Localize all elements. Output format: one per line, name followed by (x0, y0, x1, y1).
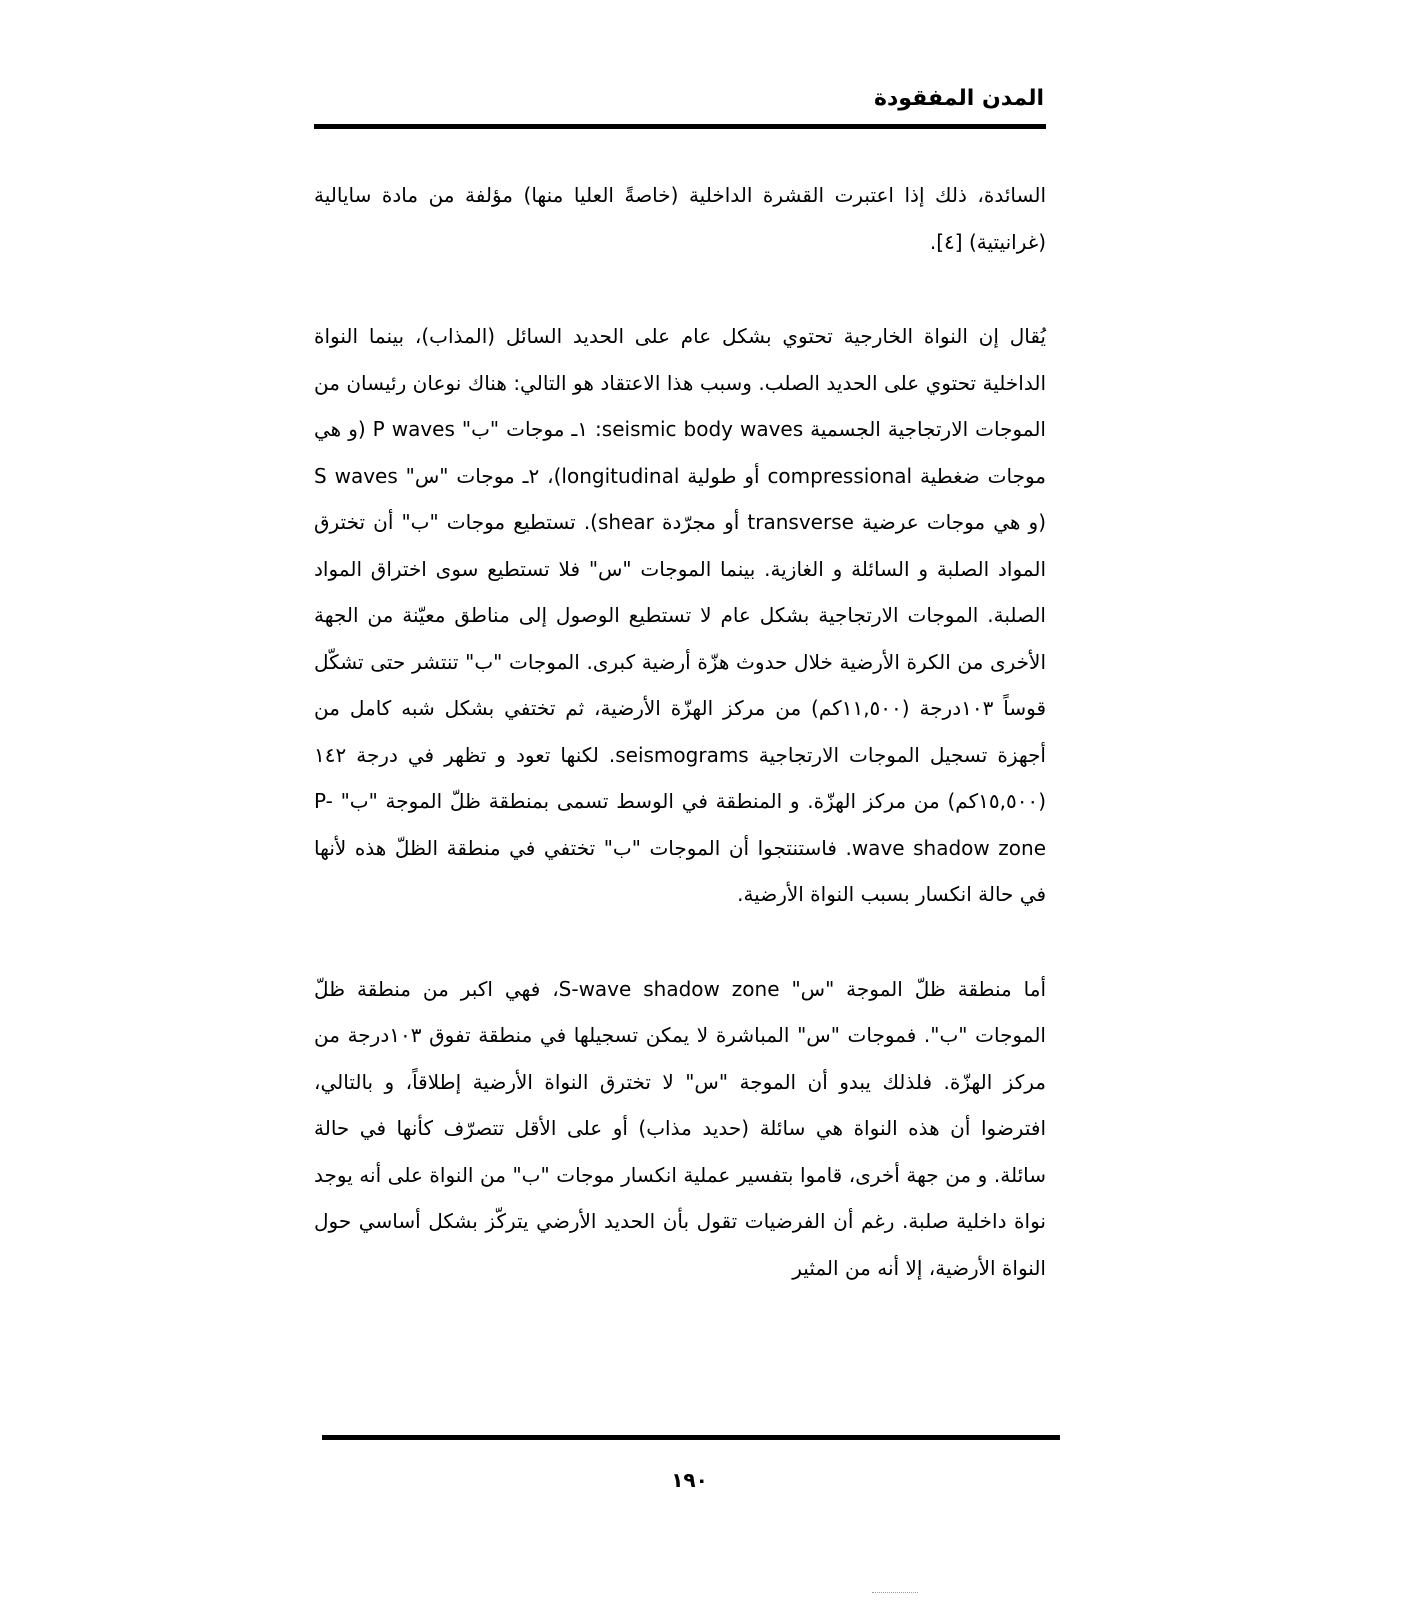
paragraph: أما منطقة ظلّ الموجة "س" S-wave shadow zone، فهي اكبر من منطقة ظلّ الموجات "ب". فموجات "س" المباشرة لا يمكن تسجيلها في منطقة تفوق ١٠٣درجة من مركز الهزّة. فلذلك يبدو أن الموجة "س" لا تخترق النواة الأرضية إطلاقاً، و بالتالي، افترضوا أن هذه النواة هي سائلة (حديد مذاب) أو على الأقل تتصرّف كأنها في حالة سائلة. و من جهة أخرى، قاموا بتفسير عملية انكسار موجات "ب" من النواة على أنه يوجد نواة داخلية صلبة. رغم أن الفرضيات تقول بأن الحديد الأرضي يتركّز بشكل أساسي حول النواة الأرضية، إلا أنه من المثير (314, 976, 1046, 1280)
scan-artifact (872, 1592, 918, 1594)
header-rule (314, 124, 1046, 129)
running-title: المدن المفقودة (874, 86, 1044, 111)
page-number: ١٩٠ (671, 1468, 708, 1492)
paragraph: السائدة، ذلك إذا اعتبرت القشرة الداخلية (خاصةً العليا منها) مؤلفة من مادة سايالية (غرانيتية) [٤]. (314, 183, 1046, 254)
footer-rule (322, 1435, 1060, 1440)
body-text (314, 172, 1046, 1291)
paragraph: يُقال إن النواة الخارجية تحتوي بشكل عام على الحديد السائل (المذاب)، بينما النواة الداخلية تحتوي على الحديد الصلب. وسبب هذا الاعتقاد هو التالي: هناك نوعان رئيسان من الموجات الارتجاجية الجسمية seismic body waves: ١ـ موجات "ب" P waves (و هي موجات ضغطية compressional أو طولية longitudinal)، ٢ـ موجات "س" S waves (و هي موجات عرضية transverse أو مجرّدة shear). تستطيع موجات "ب" أن تخترق المواد الصلبة و السائلة و الغازية. بينما الموجات "س" فلا تستطيع سوى اختراق المواد الصلبة. الموجات الارتجاجية بشكل عام لا تستطيع الوصول إلى مناطق معيّنة من الجهة الأخرى من الكرة الأرضية خلال حدوث هزّة أرضية كبرى. الموجات "ب" تنتشر حتى تشكّل قوساً ١٠٣درجة (١١,٥٠٠كم) من مركز الهزّة الأرضية، ثم تختفي بشكل شبه كامل من أجهزة تسجيل الموجات الارتجاجية seismograms. لكنها تعود و تظهر في درجة ١٤٢ (١٥,٥٠٠كم) من مركز الهزّة. و المنطقة في الوسط تسمى بمنطقة ظلّ الموجة "ب" P-wave shadow zone. فاستنتجوا أن الموجات "ب" تختفي في منطقة الظلّ هذه لأنها في حالة انكسار بسبب النواة الأرضية. (314, 324, 1047, 906)
